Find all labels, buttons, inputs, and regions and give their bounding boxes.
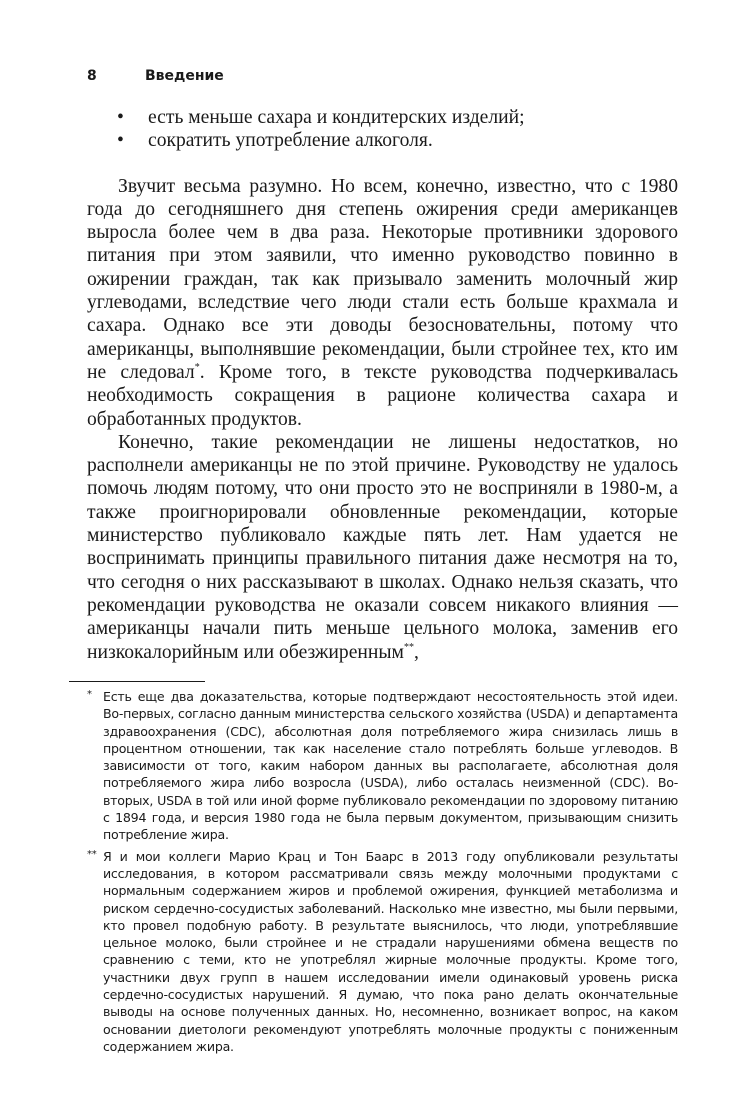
footnote-text: Я и мои коллеги Марио Крац и Тон Баарс в 2013 году опубликовали результаты исследования, в котором рассматривали связь между молочными продуктами с нормальным содержанием жиров и проблемой ожирения, функцией метаболизма и риском сердечно-сосудистых заболеваний. Насколько мне известно, мы были первыми, кто провел подобную работу. В результате выяснилось, что люди, употреблявшие цельное молоко, были стройнее и не страдали нарушениями обмена веществ по сравнению с теми, кто не употреблял жирные молочные продукты. Кроме того, участники двух групп в нашем исследовании имели одинаковый уровень риска сердечно-сосудистых нарушений. Я думаю, что пока рано делать окончательные выводы на основе полученных данных. Но, несомненно, возникает вопрос, на каком основании диетологи рекомендуют употреблять молочные продукты с пониженным содержанием жира. <box>103 848 678 1054</box>
paragraph <box>87 175 678 431</box>
paragraph-text: . Кроме того, в тексте руководства подчеркивалась необходимость сокращения в рационе количества сахара и обработанных продуктов. <box>87 361 679 430</box>
footnote-divider <box>69 681 205 682</box>
chapter-title: Введение <box>145 68 224 84</box>
bullet-icon: • <box>117 130 124 152</box>
footnote-text: Есть еще два доказательства, которые подтверждают несостоятельность этой идеи. Во-первых, согласно данным министерства сельского хозяйства (USDA) и департамента здравоохранения (CDC), абсолютная доля потребляемого жира снизилась лишь в процентном отношении, так как население стало потреблять больше углеводов. В зависимости от того, каким набором данных вы располагаете, абсолютная доля потребляемого жира либо возросла (USDA), либо осталась неизменной (CDC). Во-вторых, USDA в той или иной форме публиковало рекомендации по здоровому питанию с 1894 года, и версия 1980 года не была первым документом, призывающим снизить потребление жира. <box>103 689 678 843</box>
running-head <box>87 68 678 90</box>
footnote-marker: ** <box>87 848 97 860</box>
paragraph-text: Конечно, такие рекомендации не лишены недостатков, но располнели американцы не по этой причине. Руководству не удалось помочь людям потому, что они просто это не восприняли в 1980-м, а также проигнорировали обновленные рекомендации, которые министерство публиковало каждые пять лет. Нам удается не воспринимать принципы правильного питания даже несмотря на то, что сегодня о них рассказывают в школах. Однако нельзя сказать, что рекомендации руководства не оказали совсем никакого влияния — американцы начали пить меньше цельного молока, заменив его низкокалорийным или обезжиренным <box>87 431 678 663</box>
bullet-list <box>87 106 678 153</box>
list-item-text: сократить употребление алкоголя. <box>148 130 433 152</box>
body-text <box>87 106 678 664</box>
footnote-reference[interactable]: * <box>194 361 200 373</box>
footnote <box>87 848 678 1056</box>
paragraph-text: Звучит весьма разумно. Но всем, конечно, известно, что с 1980 года до сегодняшнего дня степень ожирения среди американцев выросла более чем в два раза. Некоторые противники здорового питания при этом заявили, что именно руководство повинно в ожирении граждан, так как призывало заменить молочный жир углеводами, вследствие чего люди стали есть больше крахмала и сахара. Однако все эти доводы безосновательны, потому что американцы, выполнявшие рекомендации, были стройнее тех, кто им не следовал <box>87 175 678 383</box>
bullet-icon: • <box>117 107 124 128</box>
footnote-marker: * <box>87 689 92 700</box>
footnotes <box>87 688 678 1059</box>
list-item <box>87 129 678 152</box>
list-item-text: есть меньше сахара и кондитерских изделий; <box>148 107 525 128</box>
page-number: 8 <box>87 68 97 84</box>
footnote <box>87 688 678 844</box>
footnote-reference[interactable]: ** <box>403 641 414 653</box>
paragraph <box>87 431 678 664</box>
paragraph-text: , <box>413 641 419 663</box>
list-item <box>87 106 678 129</box>
